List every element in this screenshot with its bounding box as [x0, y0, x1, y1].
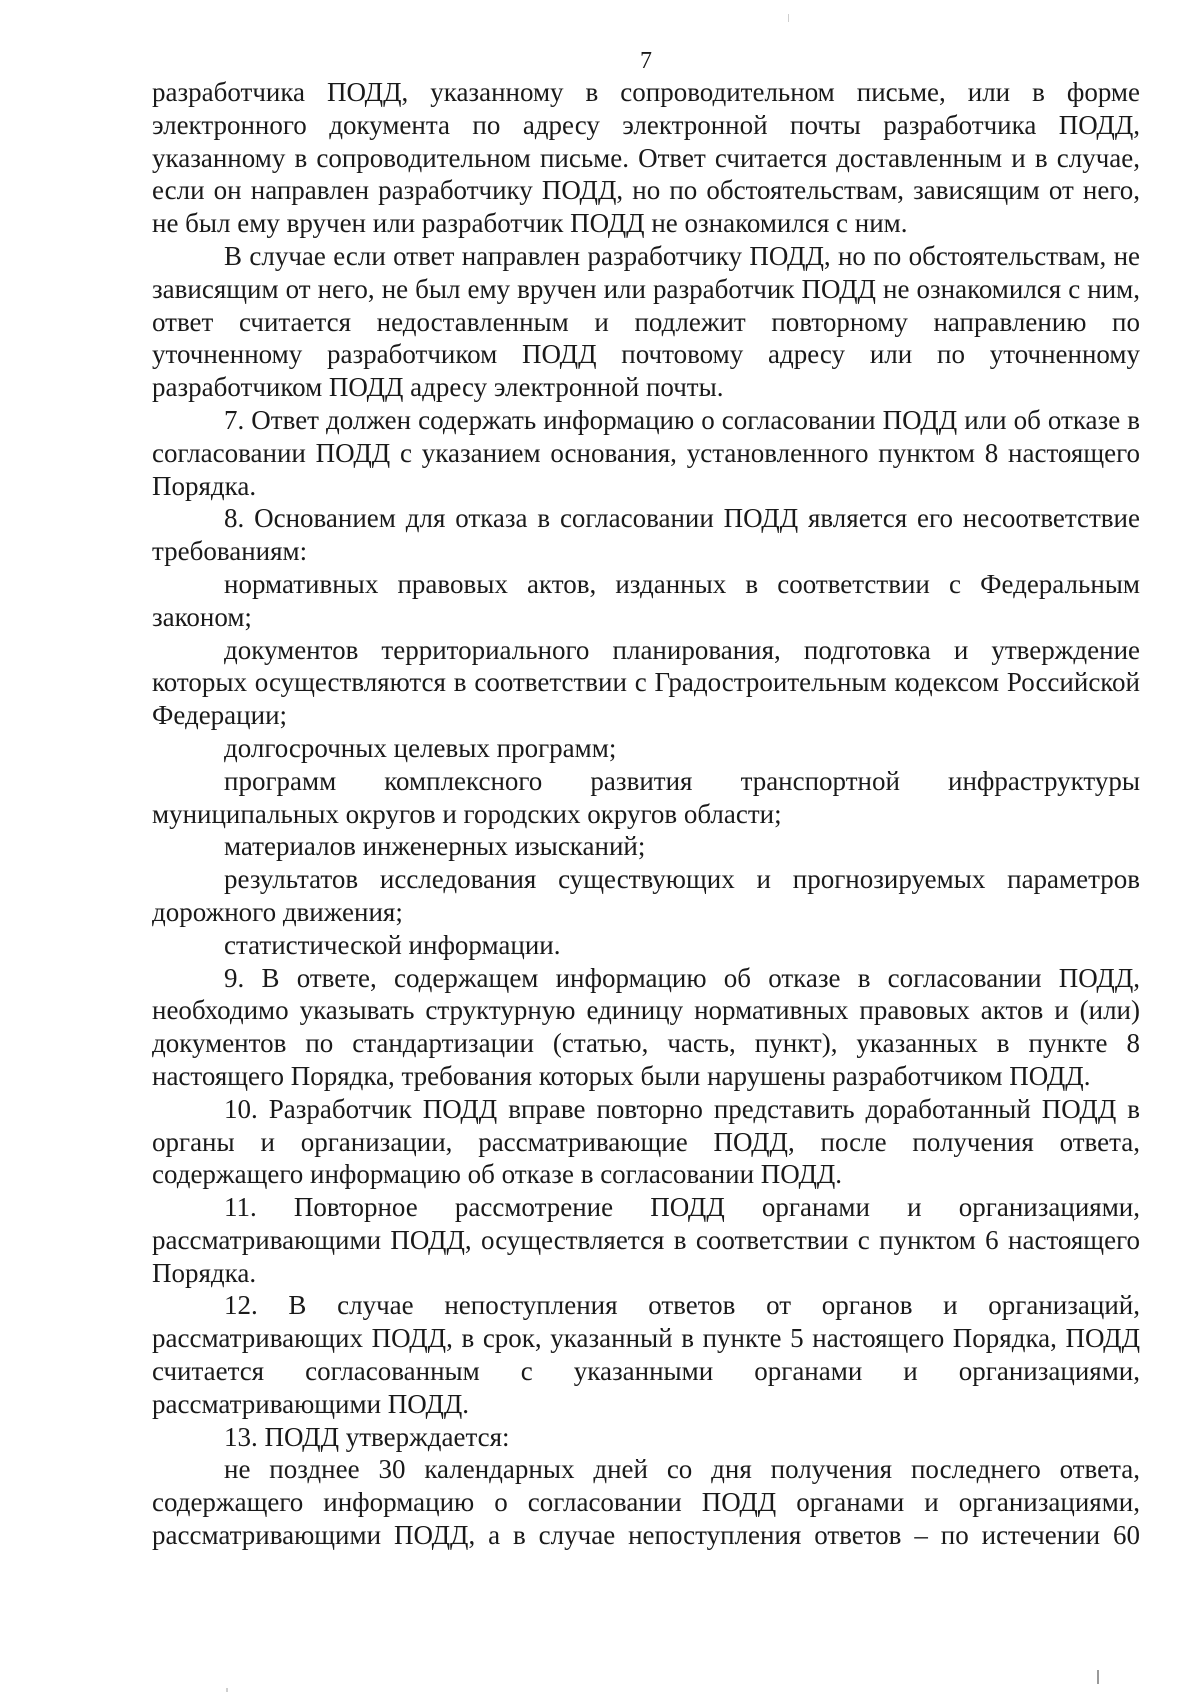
list-item: долгосрочных целевых программ; [224, 732, 617, 763]
document-body [152, 76, 1140, 1552]
paragraph: В случае если ответ направлен разработчику ПОДД, но по обстоятельствам, не зависящим от него, не был ему вручен или разработчик ПОДД не ознакомился с ним, ответ считается недоставленным и подлежит повторному направлению по уточненному разработчиком ПОДД почтовому адресу или по уточненному разработчиком ПОДД адресу электронной почты. [152, 240, 1140, 403]
list-item: нормативных правовых актов, изданных в соответствии с Федеральным законом; [152, 568, 1140, 632]
paragraph: 13. ПОДД утверждается: [224, 1421, 510, 1452]
paragraph: 10. Разработчик ПОДД вправе повторно представить доработанный ПОДД в органы и организации, рассматривающие ПОДД, после получения ответа, содержащего информацию об отказе в согласовании ПОДД. [152, 1093, 1140, 1190]
paragraph: 9. В ответе, содержащем информацию об отказе в согласовании ПОДД, необходимо указывать структурную единицу нормативных правовых актов и (или) документов по стандартизации (статью, часть, пункт), указанных в пункте 8 настоящего Порядка, требования которых были нарушены разработчиком ПОДД. [152, 962, 1140, 1091]
list-item: документов территориального планирования, подготовка и утверждение которых осуществляются в соответствии с Градостроительным кодексом Российской Федерации; [152, 634, 1140, 731]
paragraph: 7. Ответ должен содержать информацию о согласовании ПОДД или об отказе в согласовании ПОДД с указанием основания, установленного пунктом 8 настоящего Порядка. [152, 404, 1140, 501]
paragraph: 12. В случае непоступления ответов от органов и организаций, рассматривающих ПОДД, в срок, указанный в пункте 5 настоящего Порядка, ПОДД считается согласованным с указанными органами и организациями, рассматривающими ПОДД. [152, 1290, 1140, 1419]
list-item: материалов инженерных изысканий; [224, 831, 646, 862]
scan-artifact [788, 14, 789, 22]
list-item: статистической информации. [224, 929, 561, 960]
list-item: программ комплексного развития транспортной инфраструктуры муниципальных округов и городских округов области; [152, 765, 1140, 829]
scan-artifact [1097, 1670, 1099, 1684]
page-number: 7 [640, 48, 652, 74]
paragraph: 8. Основанием для отказа в согласовании ПОДД является его несоответствие требованиям: [152, 503, 1140, 567]
paragraph: разработчика ПОДД, указанному в сопроводительном письме, или в форме электронного документа по адресу электронной почты разработчика ПОДД, указанному в сопроводительном письме. Ответ считается доставленным и в случае, если он направлен разработчику ПОДД, но по обстоятельствам, зависящим от него, не был ему вручен или разработчик ПОДД не ознакомился с ним. [152, 77, 1140, 239]
scan-artifact [226, 1688, 228, 1692]
paragraph: не позднее 30 календарных дней со дня получения последнего ответа, содержащего информацию о согласовании ПОДД органами и организациями, рассматривающими ПОДД, а в случае непоступления ответов – по истечении 60 [152, 1454, 1140, 1551]
list-item: результатов исследования существующих и прогнозируемых параметров дорожного движения; [152, 864, 1140, 927]
paragraph: 11. Повторное рассмотрение ПОДД органами и организациями, рассматривающими ПОДД, осуществляется в соответствии с пунктом 6 настоящего Порядка. [152, 1192, 1140, 1288]
